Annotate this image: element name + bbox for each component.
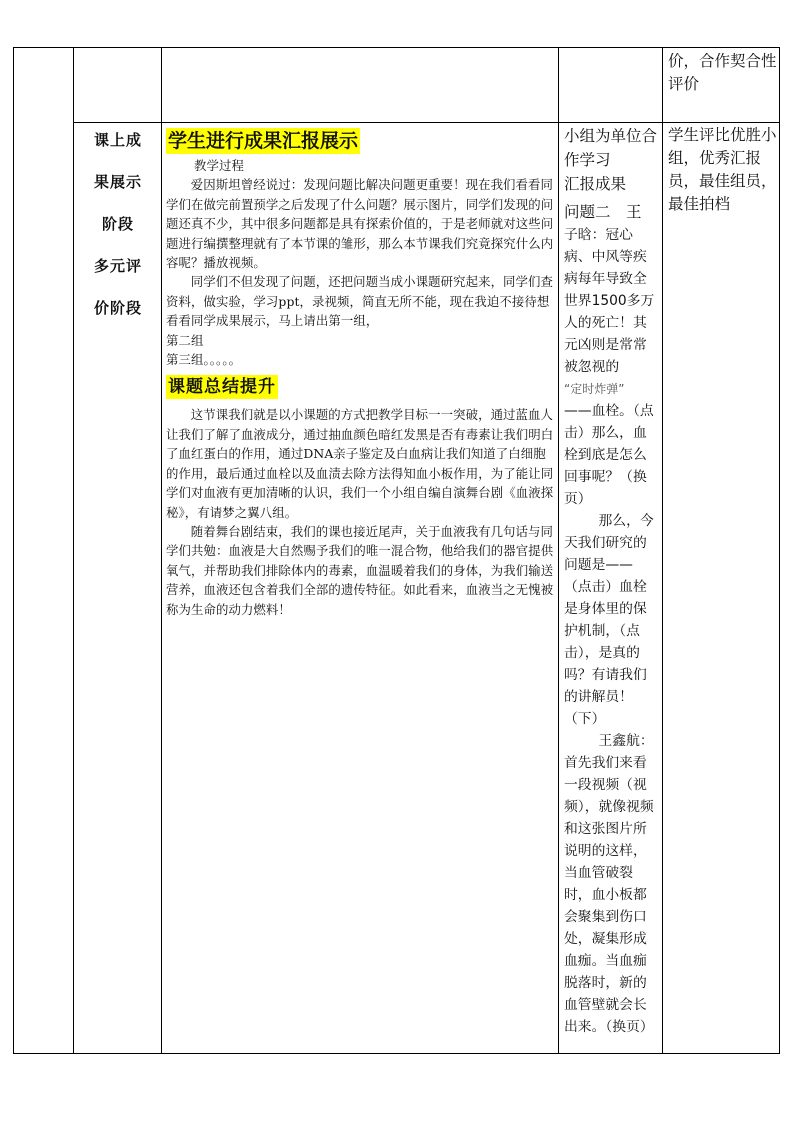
activity-line: 汇报成果: [564, 175, 627, 193]
stage-line: 多元评: [93, 257, 142, 275]
col-line-6: [779, 47, 780, 1054]
section-title-showcase: 学生进行成果汇报展示: [168, 130, 359, 152]
group-two: 第二组: [166, 332, 204, 348]
paragraph-closing: 随着舞台剧结束，我们的课也接近尾声，关于血液我有几句话与同学们共勉：血液是大自然赐予我们的唯一混合物，他给我们的器官提供氧气，并帮助我们排除体内的毒素，血温暖着我们的身体，为我们输送营养，血液还包含着我们全部的遗传特征。如此看来，血液当之无愧被称为生命的动力燃料！: [166, 523, 554, 617]
student-activity-cell: [564, 124, 660, 1038]
activity-quote: “定时炸弹”: [564, 382, 625, 396]
col-line-2: [73, 47, 74, 1054]
top-eval-cell: [668, 50, 778, 96]
activity-line: ——血栓。（点击）那么，血栓到底是怎么回事呢？（换页）: [564, 403, 654, 507]
teaching-process-cell: [166, 128, 554, 619]
top-eval-text: 价，合作契合性评价: [668, 52, 777, 93]
activity-line: 那么，今天我们研究的问题是——（点击）血栓是身体里的保护机制，（点击），是真的吗？有请我们的讲解员！（下）: [564, 513, 654, 727]
stage-line: 价阶段: [93, 299, 142, 317]
stage-cell: [76, 130, 160, 340]
col-line-3: [161, 47, 162, 1054]
activity-line: 子晗：冠心病、中风等疾病每年导致全世界1500多万人的死亡！其元凶则是常常被忽视的: [564, 227, 655, 375]
group-three: 第三组。。。。。: [166, 352, 242, 368]
activity-line: 王鑫航：首先我们来看一段视频（视频），就像视频和这张图片所说明的这样，当血管破裂时，血小板都会聚集到伤口处，凝集形成血痂。当血痂脱落时，新的血管壁就会长出来。（换页）: [564, 733, 654, 1035]
subtitle: 教学过程: [194, 158, 244, 173]
col-line-4: [558, 47, 559, 1054]
stage-line: 课上成: [93, 131, 142, 149]
col-line-5: [662, 47, 663, 1054]
stage-line: 阶段: [101, 215, 134, 233]
row-divider: [73, 122, 780, 123]
table-bottom-border: [13, 1053, 780, 1054]
paragraph-intro: 爱因斯坦曾经说过：发现问题比解决问题更重要！现在我们看看同学们在做完前置预学之后发现了什么问题？展示图片，同学们发现的问题还真不少，其中很多问题都是具有探索价值的，于是老师就对这些问题进行编撰整理就有了本节课的雏形，那么本节课我们究竟探究什么内容呢？播放视频。: [166, 177, 554, 271]
section-title-summary: 课题总结提升: [168, 377, 276, 398]
activity-line: 小组为单位合作学习: [564, 127, 658, 169]
evaluation-text: 学生评比优胜小组，优秀汇报员，最佳组员，最佳拍档: [668, 126, 777, 213]
paragraph-research: 同学们不但发现了问题，还把问题当成小课题研究起来，同学们查资料，做实验，学习ppt，录视频，简直无所不能，现在我迫不接待想看看同学成果展示，马上请出第一组，: [166, 274, 554, 329]
stage-line: 果展示: [93, 173, 142, 191]
paragraph-summary: 这节课我们就是以小课题的方式把教学目标一一突破，通过蓝血人让我们了解了血液成分，通过抽血颜色暗红发黑是否有毒素让我们明白了血红蛋白的作用，通过DNA亲子鉴定及白血病让我们知道了白细胞的作用，最后通过血栓以及血渍去除方法得知血小板作用，为了能让同学们对血液有更加清晰的认识，我们一个小组自编自演舞台剧《血液探秘》，有请梦之翼八组。: [166, 407, 554, 520]
table-top-border: [13, 47, 780, 48]
evaluation-cell: [668, 124, 778, 216]
activity-line: 问题二 王: [564, 203, 642, 221]
col-line-1: [13, 47, 14, 1054]
